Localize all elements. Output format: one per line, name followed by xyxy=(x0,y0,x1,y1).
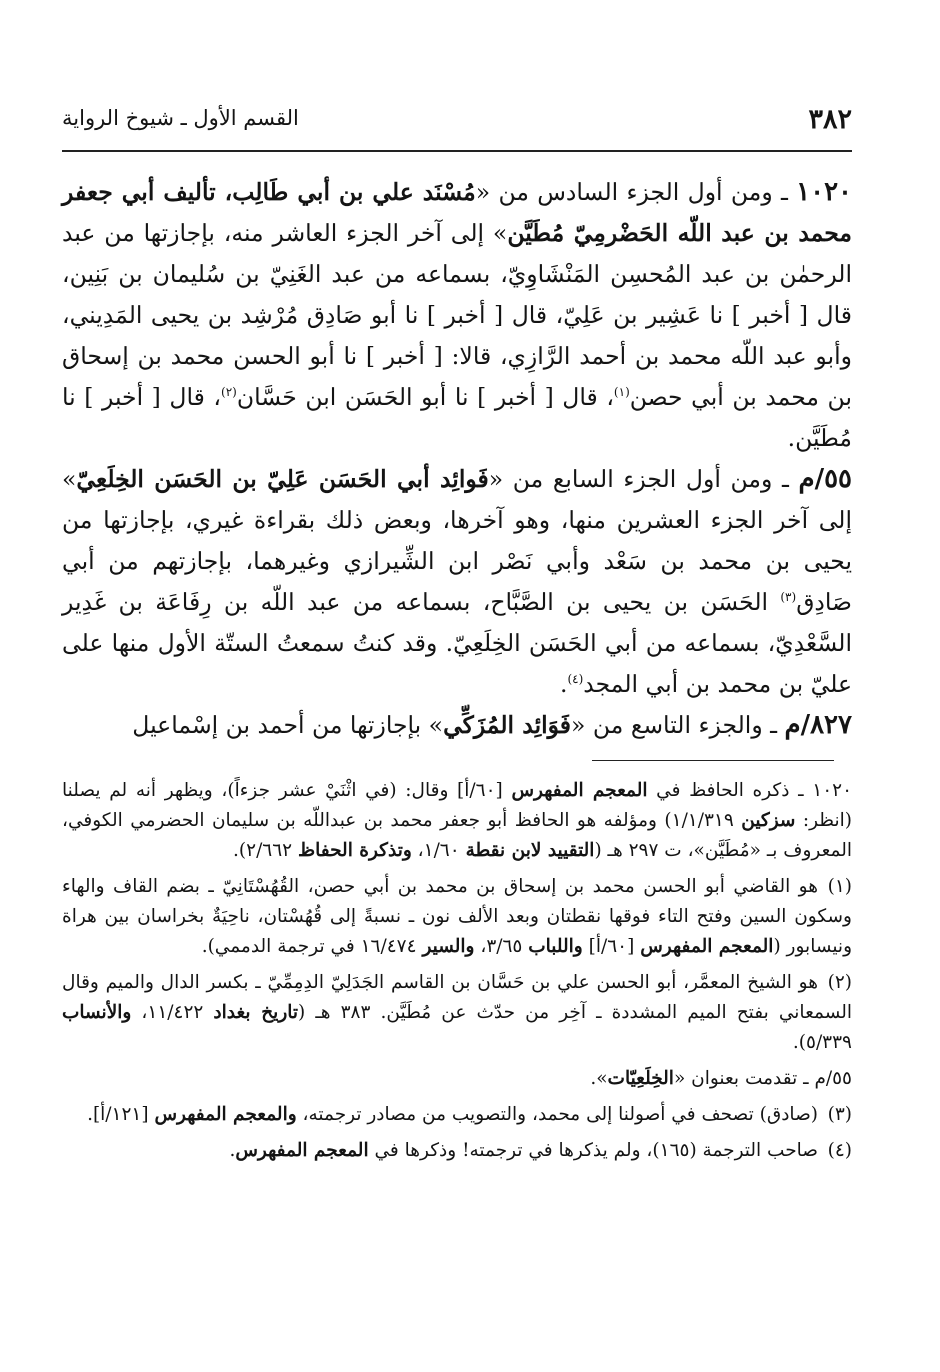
page-number: ٣٨٢ xyxy=(808,104,852,135)
footnote-mark: (٣) xyxy=(827,1104,852,1125)
footnote-ref: (٣) xyxy=(780,590,797,605)
source-title: واللباب xyxy=(528,936,583,957)
main-text xyxy=(62,172,852,746)
running-title: القسم الأول ـ شيوخ الرواية xyxy=(62,106,299,130)
entry-number: ٨٢٧/م xyxy=(784,710,852,740)
footnote-text: ١/١/٣١٩) ومؤلفه هو الحافظ أبو جعفر محمد بن عبداللّه بن سليمان الحضرمي الكوفي، المعروف بـ «مُطَيَّن»، ت ٢٩٧ هـ ( xyxy=(62,810,852,861)
footnote-mark: (٤) xyxy=(827,1140,852,1161)
footnote-mark: (١) xyxy=(827,876,852,897)
footnote-mark: ٥٥/م xyxy=(814,1068,852,1089)
source-title: المعجم المفهرس xyxy=(511,780,648,801)
source-title: والمعجم المفهرس xyxy=(154,1104,297,1125)
book-title: فَوائِد أبي الحَسَن عَلِيّ بن الحَسَن الخِلَعِيّ xyxy=(76,465,489,493)
footnote-text: ٢/٦٦٢). xyxy=(233,840,299,861)
footnote-text: (صادق) تصحف في أصولنا إلى محمد، والتصويب من مصادر ترجمته، xyxy=(296,1104,818,1125)
entry-text: ـ ومن أول الجزء السابع من « xyxy=(488,465,799,493)
header-rule xyxy=(62,150,852,152)
footnote-text: ١/٦٠، xyxy=(411,840,466,861)
entry-text: ـ ومن أول الجزء السادس من « xyxy=(475,178,797,206)
footnote-ref: (٤) xyxy=(567,672,584,687)
source-title: المعجم المفهرس xyxy=(640,936,774,957)
entry-text: ، قال [ أخبر ] نا مُطَيَّن. xyxy=(62,383,852,452)
source-title: التقييد لابن نقطة xyxy=(465,840,595,861)
entry-55m xyxy=(62,459,852,705)
book-title: مُسْنَد علي بن أبي طَالِب، تأليف أبي جعفر محمد بن عبد اللّه الحَضْرمِيّ مُطَيَّن xyxy=(62,178,852,247)
footnote-separator xyxy=(592,760,834,761)
footnote-text: ١٦/٤٧٤ في ترجمة الدممي). xyxy=(201,936,423,957)
footnote-text: [١٢١/أ]. xyxy=(87,1104,155,1125)
footnote-text: صاحب الترجمة (١٦٥)، ولم يذكرها في ترجمته! وذكرها في xyxy=(368,1140,818,1161)
footnote-55m xyxy=(62,1064,852,1094)
entry-text: » بإجازتها من أحمد بن إسْماعيل xyxy=(132,711,444,739)
footnotes xyxy=(62,776,852,1172)
entry-text: ، قال [ أخبر ] نا أبو الحَسَن ابن حَسَّان xyxy=(236,383,614,411)
footnote-text: ـ ذكره الحافظ في xyxy=(647,780,813,801)
source-title: سزكين xyxy=(741,810,796,831)
source-title: والسير xyxy=(422,936,475,957)
footnote-ref: (٢) xyxy=(221,385,237,400)
entry-827m xyxy=(62,705,852,746)
footnote-text: هو القاضي أبو الحسن محمد بن إسحاق بن محمد بن أبي حصن، القُهُسْتَانِيّ ـ بضم القاف والهاء وسكون السين وفتح التاء فوقها نقطتان وبعد الألف نون ـ نسبةً إلى قُهُسْتان، ناحِيَةٌ بخراسان بين هراة ونيسابور ( xyxy=(62,876,852,957)
footnote-text: ـ تقدمت بعنوان « xyxy=(673,1068,815,1089)
source-title: وتذكرة الحفاظ xyxy=(298,840,412,861)
source-title: والأنساب xyxy=(62,1002,132,1023)
entry-text: » إلى آخر الجزء العاشر منه، بإجازتها من عبد الرحمٰن بن عبد المُحسِن المَنْشَاوِيّ، بسماعه من عبد الغَنِيّ بن سُليمان بن بَنِين، قال [ أخبر ] نا عَشِير بن عَلِيّ، قال [ أخبر ] نا أبو صَادِق مُرْشِد بن يحيى المَدِيني، وأبو عبد اللّه محمد بن أحمد الرَّازِي، قالا: [ أخبر ] نا أبو الحسن محمد بن إسحاق بن محمد بن أبي حصن xyxy=(62,219,852,411)
entry-text: الحَسَن بن يحيى بن الصَّبَّاح، بسماعه من عبد اللّه بن رِفَاعَة بن غَدِير السَّعْدِيّ، بسماعه من أبي الحَسَن الخِلَعِيّ. وقد كنتُ سمعتُ الستّة الأول منها على عليّ بن محمد بن أبي المجد xyxy=(62,588,852,698)
entry-text: . xyxy=(559,670,568,698)
footnote-4 xyxy=(62,1136,852,1166)
footnote-1 xyxy=(62,872,852,962)
entry-text: » إلى آخر الجزء العشرين منها، وهو آخرها، وبعض ذلك بقراءة غيري، بإجازتها من يحيى بن محمد بن سَعْد وأبي نَصْر ابن الشِّيرازي وغيرهما، بإجازتهم من أبي صَادِق xyxy=(62,465,852,616)
footnote-ref: (١) xyxy=(613,385,630,400)
footnote-text: . xyxy=(229,1140,236,1161)
footnote-text: ١١/٤٢٢، xyxy=(131,1002,214,1023)
footnote-3 xyxy=(62,1100,852,1130)
footnote-1020 xyxy=(62,776,852,866)
page-header xyxy=(62,104,852,138)
footnote-text: هو الشيخ المعمَّر، أبو الحسن علي بن حَسَّان بن القاسم الجَدَلِيّ الدِمِمِّيّ ـ بكسر الدال والميم وقال السمعاني بفتح الميم المشددة ـ آخِر من حدّث عن مُطَيَّن. ٣٨٣ هـ ( xyxy=(62,972,852,1023)
footnote-text: [٦٠/أ] وقال: (في اثْنَيْ عشر جزءاً)، ويظهر أنه لم يصلنا (انظر: xyxy=(62,780,852,831)
entry-number: ١٠٢٠ xyxy=(796,177,852,207)
book-title: فَوَائِد المُزَكِّي xyxy=(443,711,572,739)
source-title: تاريخ بغداد xyxy=(213,1002,299,1023)
footnote-mark: (٢) xyxy=(827,972,852,993)
source-title: المعجم المفهرس xyxy=(235,1140,369,1161)
footnote-text: ». xyxy=(590,1068,608,1089)
footnote-2 xyxy=(62,968,852,1058)
footnote-text: [٦٠/أ] xyxy=(582,936,641,957)
footnote-text: ٣/٦٥، xyxy=(474,936,529,957)
footnote-text: ٥/٣٣٩). xyxy=(792,1032,852,1053)
entry-number: ٥٥/م xyxy=(798,464,853,494)
source-title: الخِلَعِيّات xyxy=(607,1068,674,1089)
footnote-mark: ١٠٢٠ xyxy=(812,780,853,801)
entry-text: ـ والجزء التاسع من « xyxy=(571,711,785,739)
entry-1020 xyxy=(62,172,852,459)
